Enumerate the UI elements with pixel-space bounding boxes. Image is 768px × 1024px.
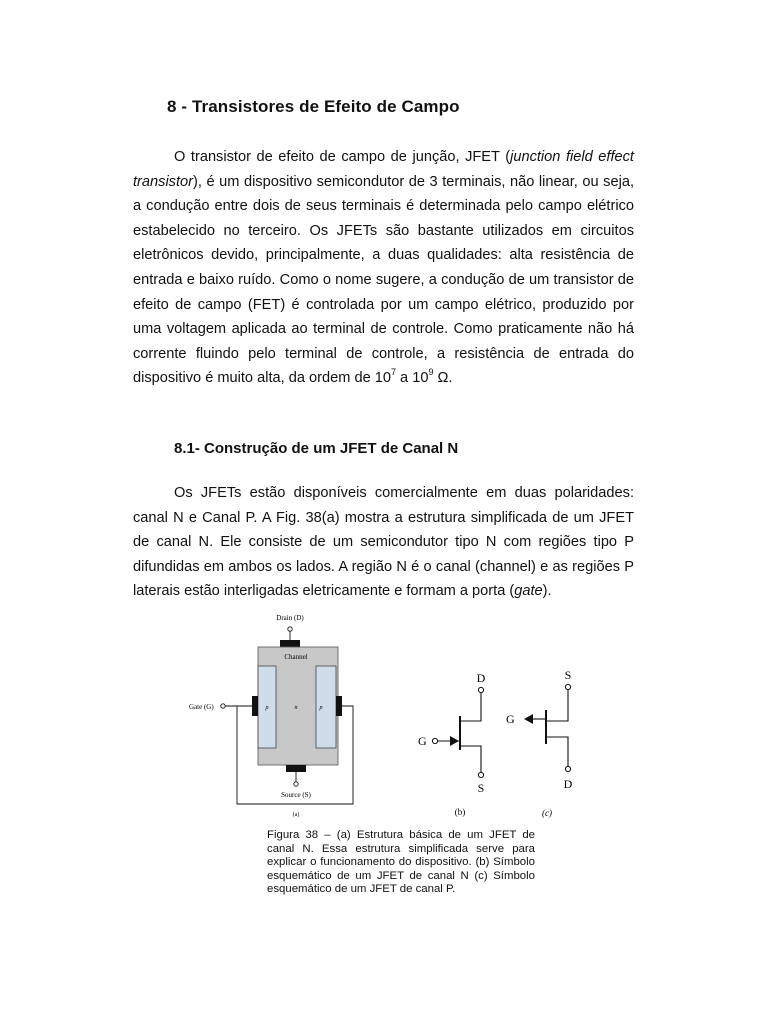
figure-caption: Figura 38 – (a) Estrutura básica de um JFET de canal N. Essa estrutura simplificada serve para explicar o funcionamento do dispositivo. (b) Símbolo esquemático de um JFET de canal N (c) Símbolo esquemático de um JFET de canal P. — [267, 829, 535, 896]
drain-label: Drain (D) — [276, 614, 304, 622]
subfigure-a-label: (a) — [292, 812, 300, 818]
section-title: 8 - Transistores de Efeito de Campo — [167, 97, 460, 116]
source-contact — [286, 765, 306, 772]
gate-contact-right — [336, 696, 342, 716]
n-channel-jfet-symbol — [418, 671, 486, 817]
drain-contact — [280, 640, 300, 647]
source-wire — [546, 690, 568, 721]
gate-terminal — [432, 738, 437, 743]
gate-arrow-out-icon — [524, 714, 533, 724]
source-terminal — [294, 782, 298, 786]
paragraph-jfet-intro — [133, 145, 634, 391]
drain-label: D — [476, 671, 486, 685]
jfet-structure-diagram — [189, 614, 353, 818]
gate-label: G — [506, 712, 515, 726]
paragraph-text: a 10 — [396, 370, 429, 387]
gate-arrow-in-icon — [450, 736, 459, 746]
p-right-label: p — [319, 705, 323, 711]
paragraph-jfet-construction — [133, 481, 634, 604]
drain-wire — [546, 737, 568, 766]
subfigure-b-label: (b) — [454, 807, 466, 817]
source-wire — [460, 746, 481, 772]
paragraph-text: Ω. — [433, 370, 453, 387]
drain-terminal — [288, 627, 292, 631]
exponent: 7 — [390, 367, 396, 378]
gate-label: Gate (G) — [189, 703, 214, 711]
subfigure-c-label: (c) — [542, 808, 552, 818]
drain-wire — [460, 693, 481, 721]
p-channel-jfet-symbol — [506, 668, 573, 818]
gate-terminal — [221, 704, 225, 708]
paragraph-text: ). — [542, 583, 552, 600]
paragraph-italic-term: gate — [514, 583, 543, 600]
source-label: S — [477, 781, 485, 795]
paragraph-italic-term: junction field effect transistor — [133, 149, 634, 190]
figure-38-drawing — [180, 608, 600, 823]
subsection-title: 8.1- Construção de um JFET de Canal N — [174, 440, 459, 457]
p-left-label: p — [265, 705, 269, 711]
channel-label: Channel — [284, 653, 308, 661]
drain-terminal — [478, 687, 483, 692]
source-terminal — [478, 772, 483, 777]
paragraph-text: ), é um dispositivo semicondutor de 3 terminais, não linear, ou seja, a condução entre dois de seus terminais é determinada pelo campo elétrico estabelecido no terceiro. Os JFETs são bastante utilizados em circuitos eletrônicos devido, principalmente, a duas qualidades: alta resistência de entrada e baixo ruído. Como o nome sugere, a condução de um transistor de efeito de campo (FET) é controlada por um campo elétrico, produzido por uma voltagem aplicada ao terminal de controle. Como praticamente não há corrente fluindo pelo terminal de controle, a resistência de entrada do dispositivo é muito alta, da ordem de 10 — [133, 173, 634, 387]
paragraph-text: O transistor de efeito de campo de junção, JFET ( — [174, 149, 511, 165]
paragraph-text: Os JFETs estão disponíveis comercialmente em duas polaridades: canal N e Canal P. A Fig. 38(a) mostra a estrutura simplificada de um JFET de canal N. Ele consiste de um semicondutor tipo N com regiões tipo P difundidas em ambos os lados. A região N é o canal (channel) e as regiões P laterais estão interligadas eletricamente e formam a porta ( — [133, 485, 634, 600]
figure-38 — [180, 608, 600, 823]
source-terminal — [565, 684, 570, 689]
n-label: n — [294, 705, 298, 711]
source-label: S — [564, 668, 572, 682]
source-label: Source (S) — [281, 791, 311, 799]
exponent: 9 — [428, 367, 434, 378]
drain-terminal — [565, 766, 570, 771]
drain-label: D — [563, 777, 573, 791]
gate-label: G — [418, 734, 427, 748]
gate-contact-left — [252, 696, 258, 716]
